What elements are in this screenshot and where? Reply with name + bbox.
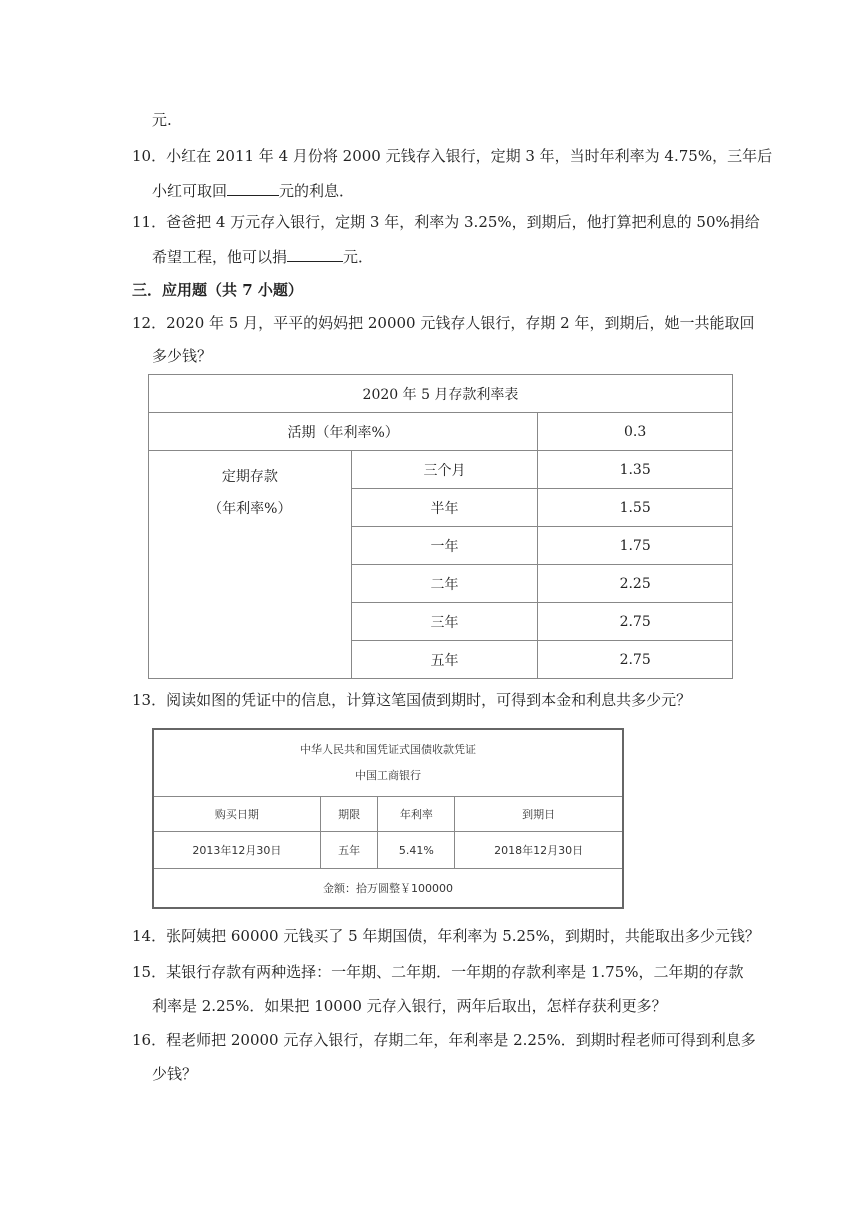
header-term: 期限 [320, 797, 378, 832]
table-row [149, 413, 733, 451]
term-cell: 五年 [351, 641, 538, 679]
certificate-bank: 中国工商银行 [355, 769, 421, 782]
rate-cell: 1.75 [538, 527, 733, 565]
header-purchase-date: 购买日期 [153, 797, 320, 832]
value-term: 五年 [320, 832, 378, 869]
term-cell: 一年 [351, 527, 538, 565]
rate-table-title: 2020 年 5 月存款利率表 [149, 375, 733, 413]
question-10-text-a: 小红可取回 [152, 182, 228, 200]
question-13: 13．阅读如图的凭证中的信息，计算这笔国债到期时，可得到本金和利息共多少元？ [132, 691, 692, 709]
term-cell: 三个月 [351, 451, 538, 489]
rate-cell: 2.25 [538, 565, 733, 603]
table-row [153, 729, 623, 797]
demand-label: 活期（年利率%） [149, 413, 538, 451]
certificate-header [153, 729, 623, 797]
value-annual-rate: 5.41% [378, 832, 455, 869]
table-row [153, 832, 623, 869]
question-11-text-a: 希望工程，他可以捐 [152, 248, 288, 266]
answer-blank-11[interactable] [287, 247, 343, 262]
table-row [153, 869, 623, 909]
question-10-line2 [152, 181, 354, 201]
section-3-heading: 三．应用题（共 7 小题） [132, 281, 303, 299]
question-11-line2 [152, 247, 373, 267]
rate-cell: 2.75 [538, 641, 733, 679]
fixed-deposit-label [149, 451, 352, 679]
value-maturity-date: 2018年12月30日 [455, 832, 623, 869]
question-11-text-b: 元． [343, 248, 374, 266]
value-purchase-date: 2013年12月30日 [153, 832, 320, 869]
term-cell: 半年 [351, 489, 538, 527]
question-12-line1: 12．2020 年 5 月，平平的妈妈把 20000 元钱存人银行，存期 2 年，到期后，她一共能取回 [132, 314, 755, 332]
answer-blank-10[interactable] [227, 181, 279, 196]
rate-cell: 2.75 [538, 603, 733, 641]
demand-value: 0.3 [538, 413, 733, 451]
term-cell: 三年 [351, 603, 538, 641]
question-11-line1: 11．爸爸把 4 万元存入银行，定期 3 年，利率为 3.25%，到期后，他打算把利息的 50%捐给 [132, 213, 760, 231]
table-row [149, 375, 733, 413]
term-cell: 二年 [351, 565, 538, 603]
rate-cell: 1.35 [538, 451, 733, 489]
question-16-line1: 16．程老师把 20000 元存入银行，存期二年，年利率是 2.25%．到期时程老师可得到利息多 [132, 1031, 756, 1049]
question-16-line2: 少钱？ [152, 1065, 198, 1083]
line-yuan: 元. [152, 111, 172, 129]
rate-table [148, 374, 733, 679]
rate-cell: 1.55 [538, 489, 733, 527]
question-12-line2: 多少钱？ [152, 347, 213, 365]
certificate-amount: 金额：拾万圆整￥100000 [153, 869, 623, 909]
question-10-text-b: 元的利息． [279, 182, 355, 200]
header-maturity-date: 到期日 [455, 797, 623, 832]
question-15-line2: 利率是 2.25%．如果把 10000 元存入银行，两年后取出，怎样存获利更多？ [152, 997, 667, 1015]
table-row [153, 797, 623, 832]
table-row [149, 451, 733, 489]
question-15-line1: 15．某银行存款有两种选择：一年期、二年期．一年期的存款利率是 1.75%，二年期的存款 [132, 963, 744, 981]
bond-certificate [152, 728, 624, 909]
fixed-label-line1: 定期存款 [221, 469, 278, 485]
fixed-label-line2: （年利率%） [208, 501, 292, 517]
certificate-title: 中华人民共和国凭证式国债收款凭证 [300, 743, 476, 756]
question-10-line1: 10．小红在 2011 年 4 月份将 2000 元钱存入银行，定期 3 年，当时年利率为 4.75%，三年后 [132, 147, 773, 165]
question-14: 14．张阿姨把 60000 元钱买了 5 年期国债，年利率为 5.25%，到期时，共能取出多少元钱？ [132, 927, 760, 945]
header-annual-rate: 年利率 [378, 797, 455, 832]
